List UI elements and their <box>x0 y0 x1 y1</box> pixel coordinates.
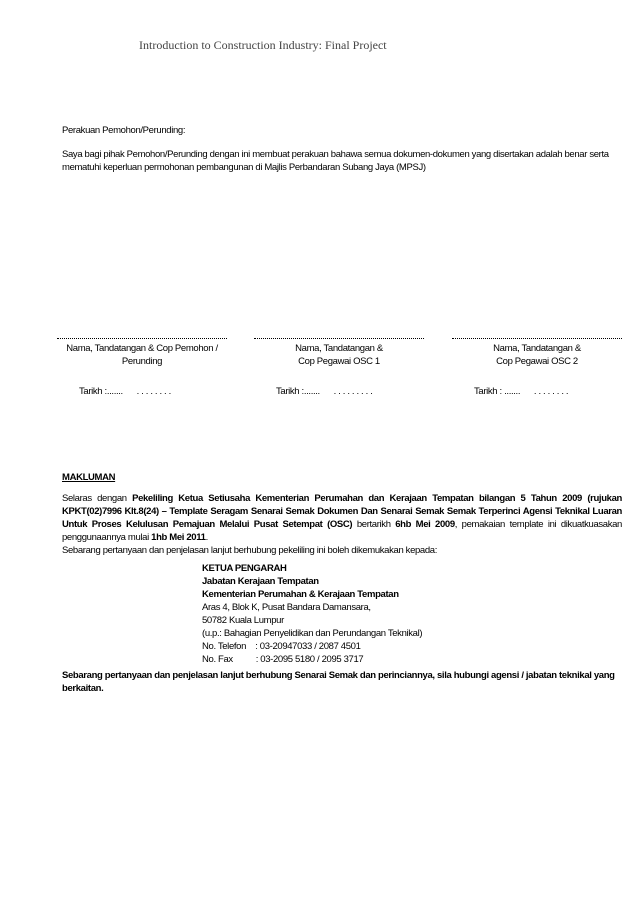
declaration-title: Perakuan Pemohon/Perunding: <box>62 125 186 136</box>
contact-ministry: Kementerian Perumahan & Kerajaan Tempatan <box>202 589 399 600</box>
signature-label: Nama, Tandatangan & Cop Pemohon / <box>66 343 218 354</box>
signature-block-osc2 <box>452 330 622 397</box>
contact-postcode: 50782 Kuala Lumpur <box>202 615 284 626</box>
signature-label: Perunding <box>121 356 163 367</box>
contact-address: Aras 4, Blok K, Pusat Bandara Damansara, <box>202 602 371 613</box>
signature-date: Tarikh :....... . . . . . . . . . <box>276 386 373 397</box>
contact-department: Jabatan Kerajaan Tempatan <box>202 576 319 587</box>
signature-label: Nama, Tandatangan & <box>295 343 383 354</box>
signature-date: Tarikh :....... . . . . . . . . <box>79 386 171 397</box>
makluman-paragraph <box>62 492 622 557</box>
contact-title: KETUA PENGARAH <box>202 563 287 574</box>
makluman-text: bertarikh <box>352 519 396 530</box>
signature-date: Tarikh : ....... . . . . . . . . <box>474 386 569 397</box>
signature-line <box>57 330 227 339</box>
contact-phone: No. Telefon : 03-20947033 / 2087 4501 <box>202 641 361 652</box>
signature-label: Nama, Tandatangan & <box>493 343 581 354</box>
contact-attention: (u.p.: Bahagian Penyelidikan dan Perundangan Teknikal) <box>202 628 423 639</box>
declaration-body: Saya bagi pihak Pemohon/Perunding dengan ini membuat perakuan bahawa semua dokumen-dokumen yang disertakan adalah benar serta mematuhi keperluan permohonan pembangunan di Majlis Perbandaran Subang Jaya (MPSJ) <box>62 149 609 173</box>
makluman-text: Selaras dengan <box>62 493 133 504</box>
makluman-inquiry-text: Sebarang pertanyaan dan penjelasan lanjut berhubung pekeliling ini boleh dikemukakan kepada: <box>62 545 438 556</box>
page-header: Introduction to Construction Industry: Final Project <box>139 38 387 52</box>
makluman-text: . <box>205 532 208 543</box>
signature-label: Cop Pegawai OSC 1 <box>298 356 380 367</box>
makluman-text: , pemakaian template ini dikuatkuasakan penggunaannya mulai <box>62 519 622 543</box>
effective-date: 1hb Mei 2011 <box>151 532 206 543</box>
signature-block-applicant <box>57 330 227 397</box>
contact-fax: No. Fax : 03-2095 5180 / 2095 3717 <box>202 654 364 665</box>
makluman-title: MAKLUMAN <box>62 472 116 483</box>
signature-line <box>254 330 424 339</box>
closing-note: Sebarang pertanyaan dan penjelasan lanjut berhubung Senarai Semak dan perinciannya, sila hubungi agensi / jabatan teknikal yang berkaitan. <box>62 670 615 694</box>
circular-date: 6hb Mei 2009 <box>395 519 455 530</box>
contact-block <box>202 562 422 666</box>
circular-reference: Pekeliling Ketua Setiusaha Kementerian Perumahan dan Kerajaan Tempatan bilangan 5 Tahun 2009 (rujukan KPKT(02)7996 Klt.8(24) – Template Seragam Senarai Semak Dokumen Dan Senarai Semak Semak Terperinci Agensi Teknikal Luaran Untuk Proses Kelulusan Pemajuan Melalui Pusat Setempat (OSC) <box>62 493 622 530</box>
signature-block-osc1 <box>254 330 424 397</box>
signature-label: Cop Pegawai OSC 2 <box>496 356 578 367</box>
signature-line <box>452 330 622 339</box>
